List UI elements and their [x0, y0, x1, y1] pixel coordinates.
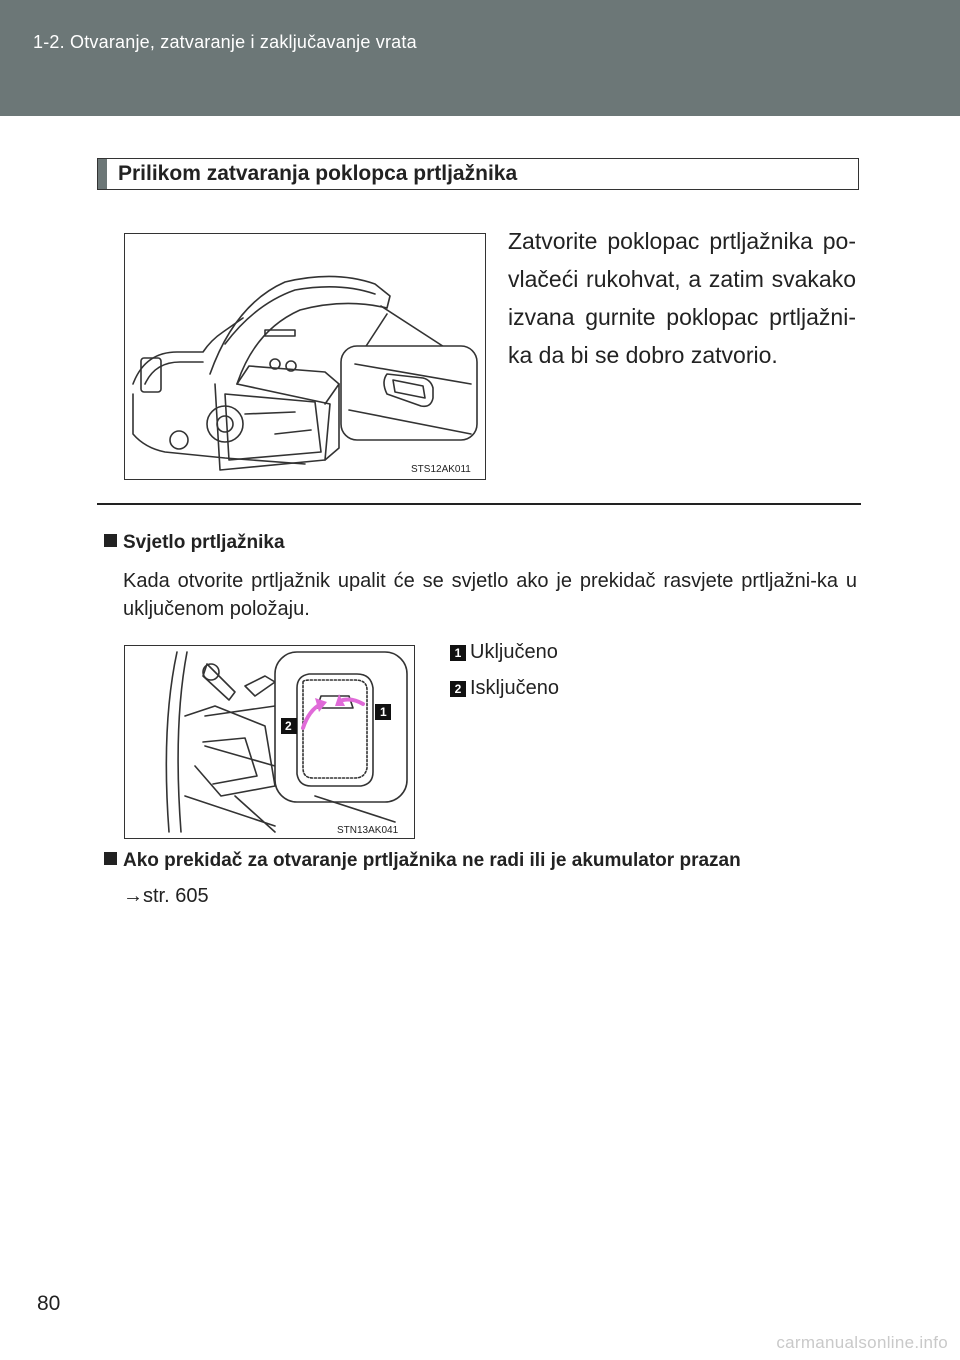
- section-title: Prilikom zatvaranja poklopca prtljažnika: [118, 162, 518, 185]
- header-band: [0, 0, 960, 116]
- trunk-light-description: Kada otvorite prtljažnik upalit će se svjetlo ako je prekidač rasvjete prtljažni-ka u uključenom položaju.: [123, 570, 857, 620]
- trunk-light-illustration: [124, 645, 415, 839]
- opener-failure-heading: Ako prekidač za otvaranje prtljažnika ne radi ili je akumulator prazan: [104, 850, 741, 872]
- section-title-box: [97, 158, 859, 190]
- section-divider: [97, 503, 861, 505]
- figure-code: STS12AK011: [411, 464, 471, 475]
- watermark: carmanualsonline.info: [776, 1333, 948, 1352]
- legend-item-off: [450, 677, 559, 700]
- trunk-closing-illustration: [124, 233, 486, 480]
- legend-number-badge: 2: [450, 681, 466, 697]
- legend-number-badge: 1: [450, 645, 466, 661]
- callout-label-2-text: 2: [285, 719, 292, 733]
- section-title-accent-bar: [98, 159, 107, 189]
- legend-label: Isključeno: [470, 677, 559, 699]
- page-number: 80: [37, 1292, 61, 1315]
- trunk-light-drawing: [125, 646, 413, 837]
- square-bullet-icon: [104, 852, 117, 865]
- callout-label-1-text: 1: [380, 705, 387, 719]
- breadcrumb: 1-2. Otvaranje, zatvaranje i zaključavanje vrata: [33, 32, 417, 52]
- figure-code: STN13AK041: [337, 825, 399, 836]
- legend-item-on: [450, 641, 558, 664]
- trunk-closing-drawing: [125, 234, 484, 478]
- square-bullet-icon: [104, 534, 117, 547]
- page-reference-link[interactable]: →str. 605: [123, 885, 209, 907]
- legend-label: Uključeno: [470, 641, 558, 663]
- closing-instructions: Zatvorite poklopac prtljažnika po-vlačeći rukohvat, a zatim svakako izvana gurnite poklopac prtljažni-ka da bi se dobro zatvorio.: [508, 228, 856, 368]
- trunk-light-heading: Svjetlo prtljažnika: [104, 532, 285, 554]
